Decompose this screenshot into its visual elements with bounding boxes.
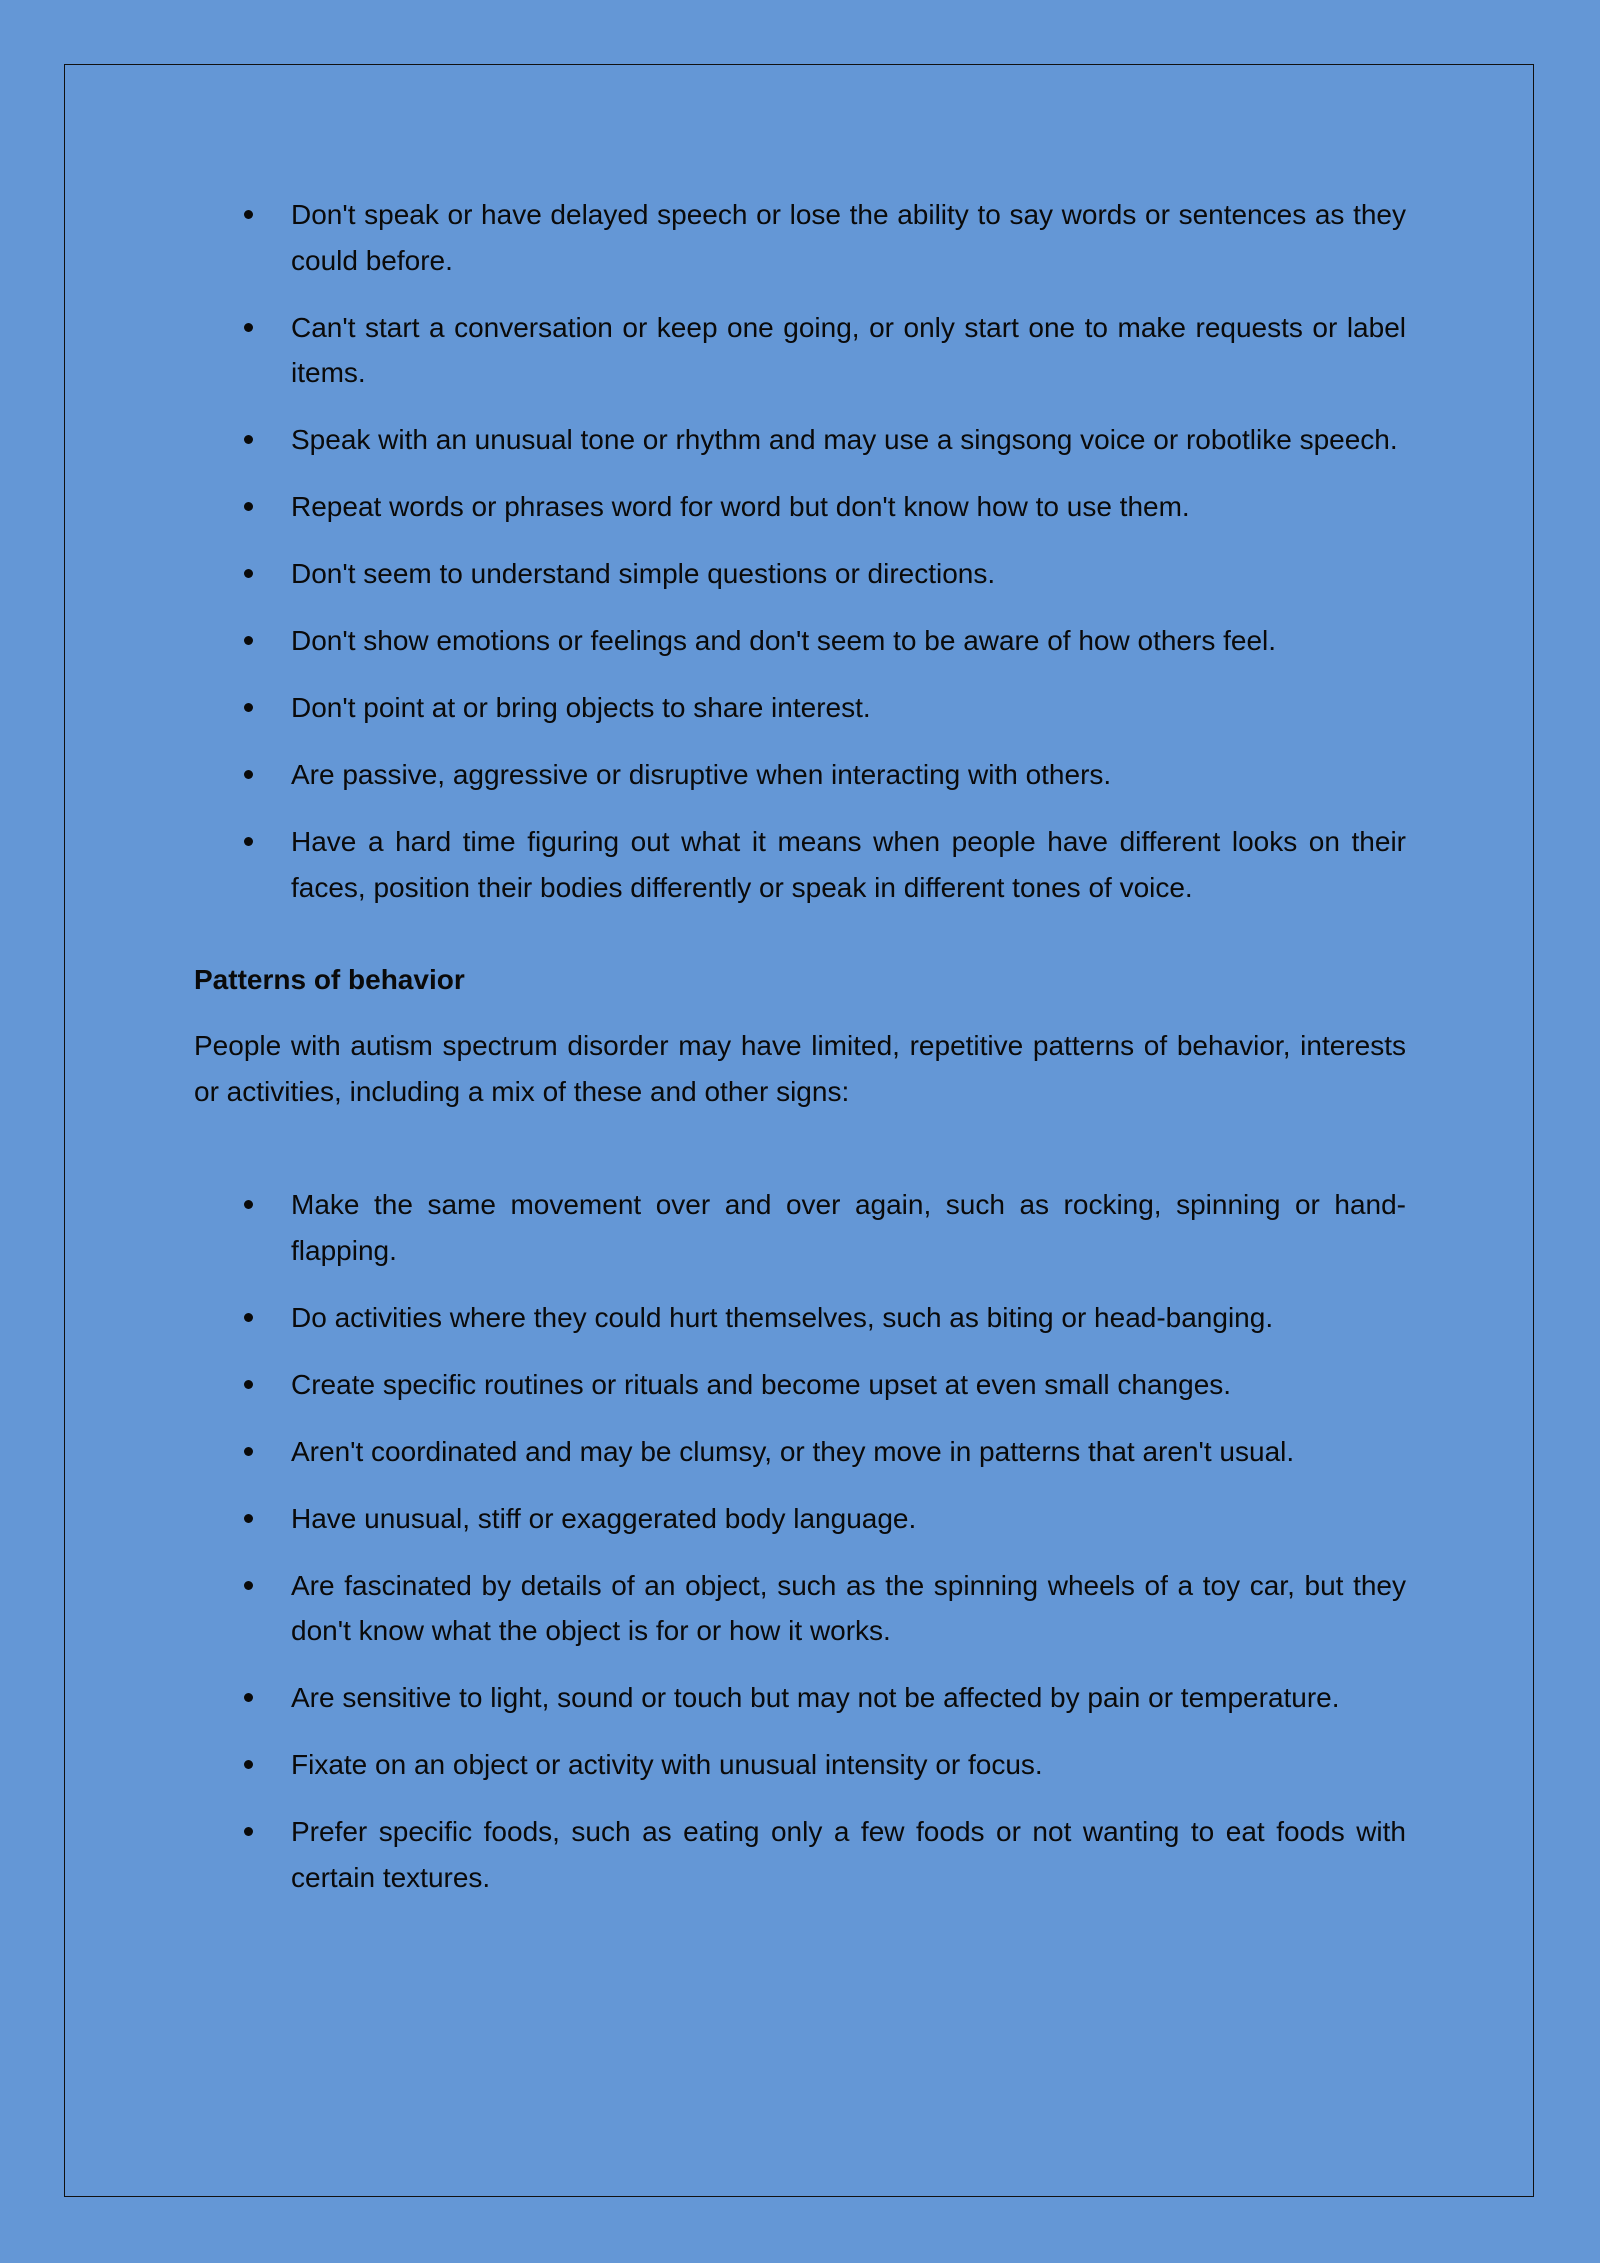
list-item [194, 1496, 1406, 1542]
list-item-text: Don't point at or bring objects to share interest. [291, 692, 871, 723]
bullet-icon [244, 569, 253, 578]
bullet-icon [244, 435, 253, 444]
list-item [194, 1429, 1406, 1475]
list-item [194, 417, 1406, 463]
bullet-icon [244, 1827, 253, 1836]
list-item [194, 819, 1406, 910]
list-item [194, 1182, 1406, 1273]
list-item [194, 1295, 1406, 1341]
bullet-icon [244, 502, 253, 511]
list-item-text: Don't speak or have delayed speech or lose the ability to say words or sentences as they could before. [291, 199, 1406, 276]
list-item [194, 1563, 1406, 1654]
bullet-icon [244, 703, 253, 712]
list-item-text: Are sensitive to light, sound or touch but may not be affected by pain or temperature. [291, 1682, 1340, 1713]
list-item [194, 1809, 1406, 1900]
list-item [194, 551, 1406, 597]
list-item-text: Have a hard time figuring out what it means when people have different looks on their faces, position their bodies differently or speak in different tones of voice. [291, 826, 1406, 903]
bullet-icon [244, 323, 253, 332]
bullet-icon [244, 1200, 253, 1209]
list-item [194, 1742, 1406, 1788]
communication-signs-list [194, 192, 1406, 910]
list-item [194, 1675, 1406, 1721]
list-item [194, 192, 1406, 283]
bullet-icon [244, 210, 253, 219]
list-item-text: Can't start a conversation or keep one going, or only start one to make requests or label items. [291, 311, 1406, 388]
bullet-icon [244, 770, 253, 779]
list-item-text: Don't seem to understand simple questions or directions. [291, 558, 996, 589]
bullet-icon [244, 1313, 253, 1322]
bullet-icon [244, 636, 253, 645]
list-item-text: Have unusual, stiff or exaggerated body language. [291, 1502, 917, 1534]
behavior-patterns-list [194, 1182, 1406, 1900]
section-paragraph: People with autism spectrum disorder may have limited, repetitive patterns of behavior, interests or activities, including a mix of these and other signs: [194, 1030, 1406, 1107]
list-item [194, 685, 1406, 731]
list-item [194, 1362, 1406, 1408]
list-item-text: Aren't coordinated and may be clumsy, or they move in patterns that aren't usual. [291, 1435, 1295, 1467]
list-item-text: Are passive, aggressive or disruptive when interacting with others. [291, 759, 1112, 790]
list-item-text: Prefer specific foods, such as eating only a few foods or not wanting to eat foods with certain textures. [291, 1816, 1406, 1893]
bullet-icon [244, 1447, 253, 1456]
list-item-text: Fixate on an object or activity with unusual intensity or focus. [291, 1749, 1043, 1780]
list-item-text: Create specific routines or rituals and become upset at even small changes. [291, 1368, 1232, 1400]
list-item-text: Do activities where they could hurt themselves, such as biting or head-banging. [291, 1301, 1274, 1333]
list-item [194, 618, 1406, 664]
bullet-icon [244, 1380, 253, 1389]
list-item-text: Don't show emotions or feelings and don't seem to be aware of how others feel. [291, 625, 1277, 656]
list-item [194, 752, 1406, 798]
list-item [194, 305, 1406, 396]
list-item-text: Repeat words or phrases word for word but don't know how to use them. [291, 491, 1190, 522]
bullet-icon [244, 1581, 253, 1590]
bullet-icon [244, 1760, 253, 1769]
bullet-icon [244, 1693, 253, 1702]
bullet-icon [244, 1514, 253, 1523]
bullet-icon [244, 837, 253, 846]
list-item-text: Speak with an unusual tone or rhythm and may use a singsong voice or robotlike speech. [291, 424, 1398, 455]
section-heading: Patterns of behavior [194, 964, 465, 995]
document-body [194, 192, 1406, 1922]
list-item-text: Make the same movement over and over again, such as rocking, spinning or hand-flapping. [291, 1189, 1406, 1266]
list-item-text: Are fascinated by details of an object, such as the spinning wheels of a toy car, but they don't know what the object is for or how it works. [291, 1569, 1406, 1646]
list-item [194, 484, 1406, 530]
